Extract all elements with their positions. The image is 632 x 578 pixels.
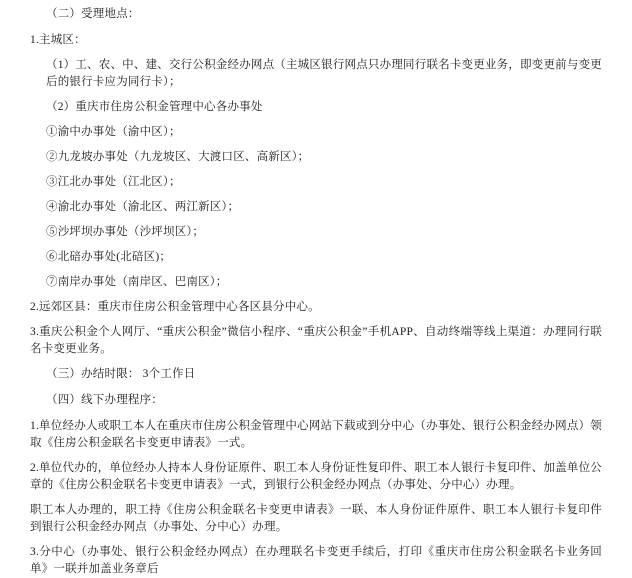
document-paragraph: 1.主城区： — [30, 34, 86, 46]
document-paragraph: ④渝北办事处（渝北区、两江新区）； — [46, 201, 240, 213]
document-paragraph: ②九龙坡办事处（九龙坡区、大渡口区、高新区）； — [46, 151, 310, 163]
document-paragraph: ⑦南岸办事处（南岸区、巴南区）； — [46, 276, 228, 288]
document-paragraph: ⑤沙坪坝办事处（沙坪坝区）； — [46, 226, 205, 238]
document-paragraph: 2.远郊区县：重庆市住房公积金管理中心各区县分中心。 — [30, 301, 320, 313]
document-paragraph: （二）受理地点： — [46, 8, 140, 20]
document-paragraph: （三）办结时限： 3个工作日 — [46, 368, 196, 380]
document-paragraph: 1.单位经办人或职工本人在重庆市住房公积金管理中心网站下载或到分中心（办事处、银行公积金经办网点）领取《住房公积金联名卡变更申请表》一式。 — [30, 420, 602, 449]
document-paragraph: ③江北办事处（江北区）； — [46, 176, 181, 188]
document-paragraph: 3.重庆公积金个人网厅、“重庆公积金”微信小程序、“重庆公积金”手机APP、自动终端等线上渠道：办理同行联名卡变更业务。 — [30, 326, 602, 355]
document-paragraph: ⑥北碚办事处(北碚区)； — [46, 251, 172, 263]
document-paragraph: 3.分中心（办事处、银行公积金经办网点）在办理联名卡变更手续后，打印《重庆市住房公积金联名卡业务回单》一联并加盖业务章后 — [30, 546, 602, 575]
document-paragraph: ①渝中办事处（渝中区）； — [46, 126, 181, 138]
document-paragraph: 职工本人办理的，职工持《住房公积金联名卡变更申请表》一联、本人身份证件原件、职工本人银行卡复印件到银行公积金经办网点（办事处、分中心）办理。 — [30, 504, 602, 533]
document-paragraph: 2.单位代办的，单位经办人持本人身份证原件、职工本人身份证性复印件、职工本人银行卡复印件、加盖单位公章的《住房公积金联名卡变更申请表》一式，到银行公积金经办网点（办事处、分中心）办理。 — [30, 462, 602, 491]
document-paragraph: （1）工、农、中、建、交行公积金经办网点（主城区银行网点只办理同行联名卡变更业务，即变更前与变更后的银行卡应为同行卡）； — [46, 59, 602, 88]
document-body — [30, 6, 602, 578]
document-paragraph: （四）线下办理程序： — [46, 394, 163, 406]
document-paragraph: （2）重庆市住房公积金管理中心各办事处 — [46, 101, 263, 113]
